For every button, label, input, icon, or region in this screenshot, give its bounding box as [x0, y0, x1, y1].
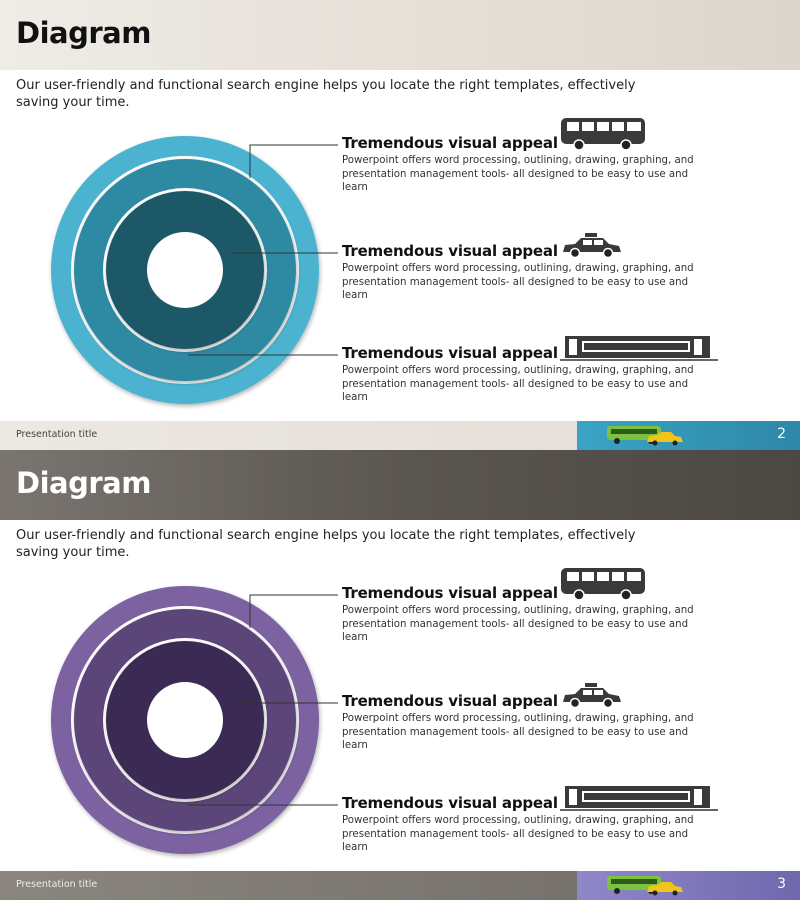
- item-description: Powerpoint offers word processing, outlining, drawing, graphing, and presentation management tools- all designed to be easy to use and learn: [342, 605, 694, 643]
- list-item: [342, 242, 712, 303]
- item-description: Powerpoint offers word processing, outlining, drawing, graphing, and presentation management tools- all designed to be easy to use and learn: [342, 155, 694, 193]
- bus-and-taxi-icon: [605, 874, 685, 896]
- page-number: 2: [777, 426, 786, 442]
- list-item: [342, 692, 712, 753]
- list-item: [342, 134, 712, 195]
- list-item: [342, 584, 712, 645]
- car-icon: [559, 232, 623, 260]
- item-description: Powerpoint offers word processing, outlining, drawing, graphing, and presentation management tools- all designed to be easy to use and learn: [342, 815, 694, 853]
- item-title: Tremendous visual appeal: [342, 242, 558, 260]
- item-title: Tremendous visual appeal: [342, 134, 558, 152]
- slide-3: [0, 450, 800, 900]
- bus-and-taxi-icon: [605, 424, 685, 446]
- footer-band: [577, 871, 800, 900]
- car-icon: [559, 682, 623, 710]
- tram-icon: [560, 782, 720, 812]
- item-title: Tremendous visual appeal: [342, 584, 558, 602]
- bus-icon: [559, 116, 649, 152]
- footer-title: Presentation title: [16, 879, 98, 890]
- footer-band: [577, 421, 800, 450]
- slide-footer: [0, 421, 800, 450]
- slide-title: Diagram: [16, 466, 151, 500]
- item-title: Tremendous visual appeal: [342, 692, 558, 710]
- item-description: Powerpoint offers word processing, outlining, drawing, graphing, and presentation management tools- all designed to be easy to use and learn: [342, 263, 694, 301]
- item-title: Tremendous visual appeal: [342, 344, 558, 362]
- intro-text: Our user-friendly and functional search engine helps you locate the right templates, effectively saving your time.: [16, 528, 636, 560]
- slide-footer: [0, 871, 800, 900]
- bus-icon: [559, 566, 649, 602]
- tram-icon: [560, 332, 720, 362]
- footer-title: Presentation title: [16, 429, 98, 440]
- item-description: Powerpoint offers word processing, outlining, drawing, graphing, and presentation management tools- all designed to be easy to use and learn: [342, 713, 694, 751]
- intro-text: Our user-friendly and functional search engine helps you locate the right templates, effectively saving your time.: [16, 78, 636, 110]
- slide-title: Diagram: [16, 16, 151, 50]
- item-description: Powerpoint offers word processing, outlining, drawing, graphing, and presentation management tools- all designed to be easy to use and learn: [342, 365, 694, 403]
- page-number: 3: [777, 876, 786, 892]
- item-title: Tremendous visual appeal: [342, 794, 558, 812]
